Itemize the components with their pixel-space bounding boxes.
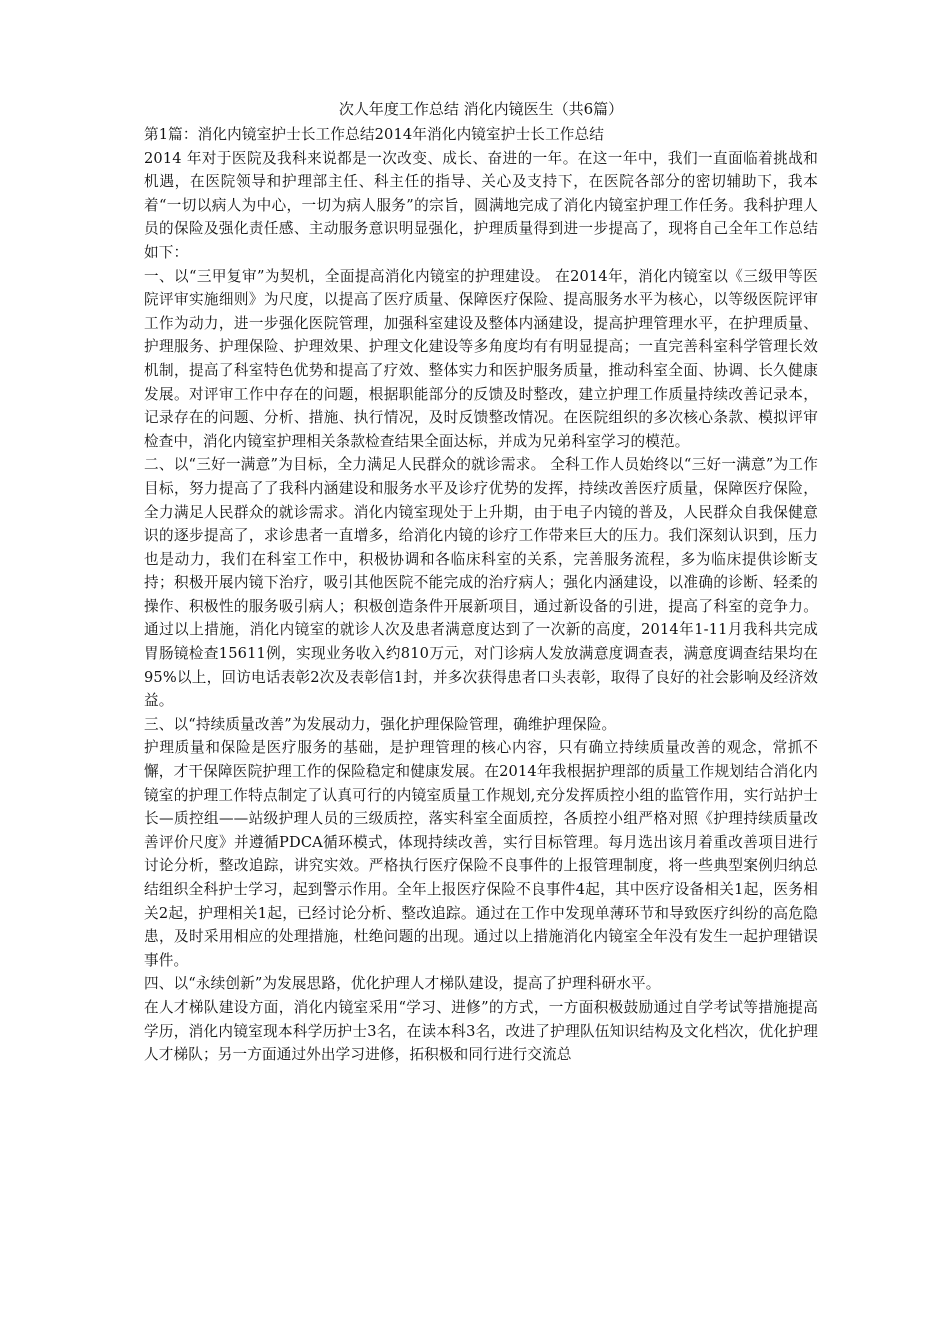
section-one-paragraph: 一、以“三甲复审”为契机，全面提高消化内镜室的护理建设。 在2014年，消化内镜室以《三级甲等医院评审实施细则》为尺度，以提高了医疗质量、保障医疗保险、提高服务水平为核心，以等级医院评审工作为动力，进一步强化医院管理，加强科室建设及整体内涵建设，提高护理管理水平，在护理质量、护理服务、护理保险、护理效果、护理文化建设等多角度均有有明显提高；一直完善科室科学管理长效机制，提高了科室特色优势和提高了疗效、整体实力和医护服务质量，推动科室全面、协调、长久健康发展。对评审工作中存在的问题，根据职能部分的反馈及时整改，建立护理工作质量持续改善记录本，记录存在的问题、分析、措施、执行情况，及时反馈整改情况。在医院组织的多次核心条款、模拟评审检查中，消化内镜室护理相关条款检查结果全面达标，并成为兄弟科室学习的模范。 <box>144 267 818 450</box>
section-four-paragraph: 在人才梯队建设方面，消化内镜室采用“学习、进修”的方式，一方面积极鼓励通过自学考试等措施提高学历，消化内镜室现本科学历护士3名，在读本科3名，改进了护理队伍知识结构及文化档次，优化护理人才梯队；另一方面通过外出学习进修，拓积极和同行进行交流总 <box>144 998 818 1064</box>
intro-paragraph: 2014 年对于医院及我科来说都是一次改变、成长、奋进的一年。在这一年中，我们一直面临着挑战和机遇，在医院领导和护理部主任、科主任的指导、关心及支持下，在医院各部分的密切辅助下，我本着“一切以病人为中心，一切为病人服务”的宗旨，圆满地完成了消化内镜室护理工作任务。我科护理人员的保险及强化责任感、主动服务意识明显强化，护理质量得到进一步提高了，现将自己全年工作总结如下： <box>144 149 818 261</box>
section-three-paragraph: 护理质量和保险是医疗服务的基础，是护理管理的核心内容，只有确立持续质量改善的观念，常抓不懈，才干保障医院护理工作的保险稳定和健康发展。在2014年我根据护理部的质量工作规划结合消化内镜室的护理工作特点制定了认真可行的内镜室质量工作规划,充分发挥质控小组的监管作用，实行站护士长—质控组——站级护理人员的三级质控，落实科室全面质控，各质控小组严格对照《护理持续质量改善评价尺度》并遵循PDCA循环模式，体现持续改善，实行目标管理。每月选出该月着重改善项目进行讨论分析，整改追踪，讲究实效。严格执行医疗保险不良事件的上报管理制度，将一些典型案例归纳总结组织全科护士学习，起到警示作用。全年上报医疗保险不良事件4起，其中医疗设备相关1起，医务相关2起，护理相关1起，已经讨论分析、整改追踪。通过在工作中发现单薄环节和导致医疗纠纷的高危隐患，及时采用相应的处理措施，杜绝问题的出现。通过以上措施消化内镜室全年没有发生一起护理错误事件。 <box>144 739 818 969</box>
chapter-heading: 第1篇：消化内镜室护士长工作总结2014年消化内镜室护士长工作总结 <box>144 126 605 143</box>
section-three-heading: 三、以“持续质量改善”为发展动力，强化护理保险管理，确维护理保险。 <box>144 715 617 733</box>
document-page <box>144 98 818 1067</box>
document-title: 次人年度工作总结 消化内镜医生（共6篇） <box>338 100 624 118</box>
section-two-paragraph: 二、以“三好一满意”为目标，全力满足人民群众的就诊需求。 全科工作人员始终以“三好一满意”为工作目标，努力提高了了我科内涵建设和服务水平及诊疗优势的发挥，持续改善医疗质量，保障医疗保险，全力满足人民群众的就诊需求。消化内镜室现处于上升期，由于电子内镜的普及，人民群众自我保健意识的逐步提高了，求诊患者一直增多，给消化内镜的诊疗工作带来巨大的压力。我们深刻认识到，压力也是动力，我们在科室工作中，积极协调和各临床科室的关系，完善服务流程，多为临床提供诊断支持；积极开展内镜下治疗，吸引其他医院不能完成的治疗病人；强化内涵建设，以准确的诊断、轻柔的操作、积极性的服务吸引病人；积极创造条件开展新项目，通过新设备的引进，提高了科室的竞争力。通过以上措施，消化内镜室的就诊人次及患者满意度达到了一次新的高度，2014年1-11月我科共完成胃肠镜检查15611例，实现业务收入约810万元，对门诊病人发放满意度调查表，满意度调查结果均在95%以上，回访电话表彰2次及表彰信1封，并多次获得患者口头表彰，取得了良好的社会影响及经济效益。 <box>144 456 818 710</box>
section-four-heading: 四、以“永续创新”为发展思路，优化护理人才梯队建设，提高了护理科研水平。 <box>144 975 661 993</box>
